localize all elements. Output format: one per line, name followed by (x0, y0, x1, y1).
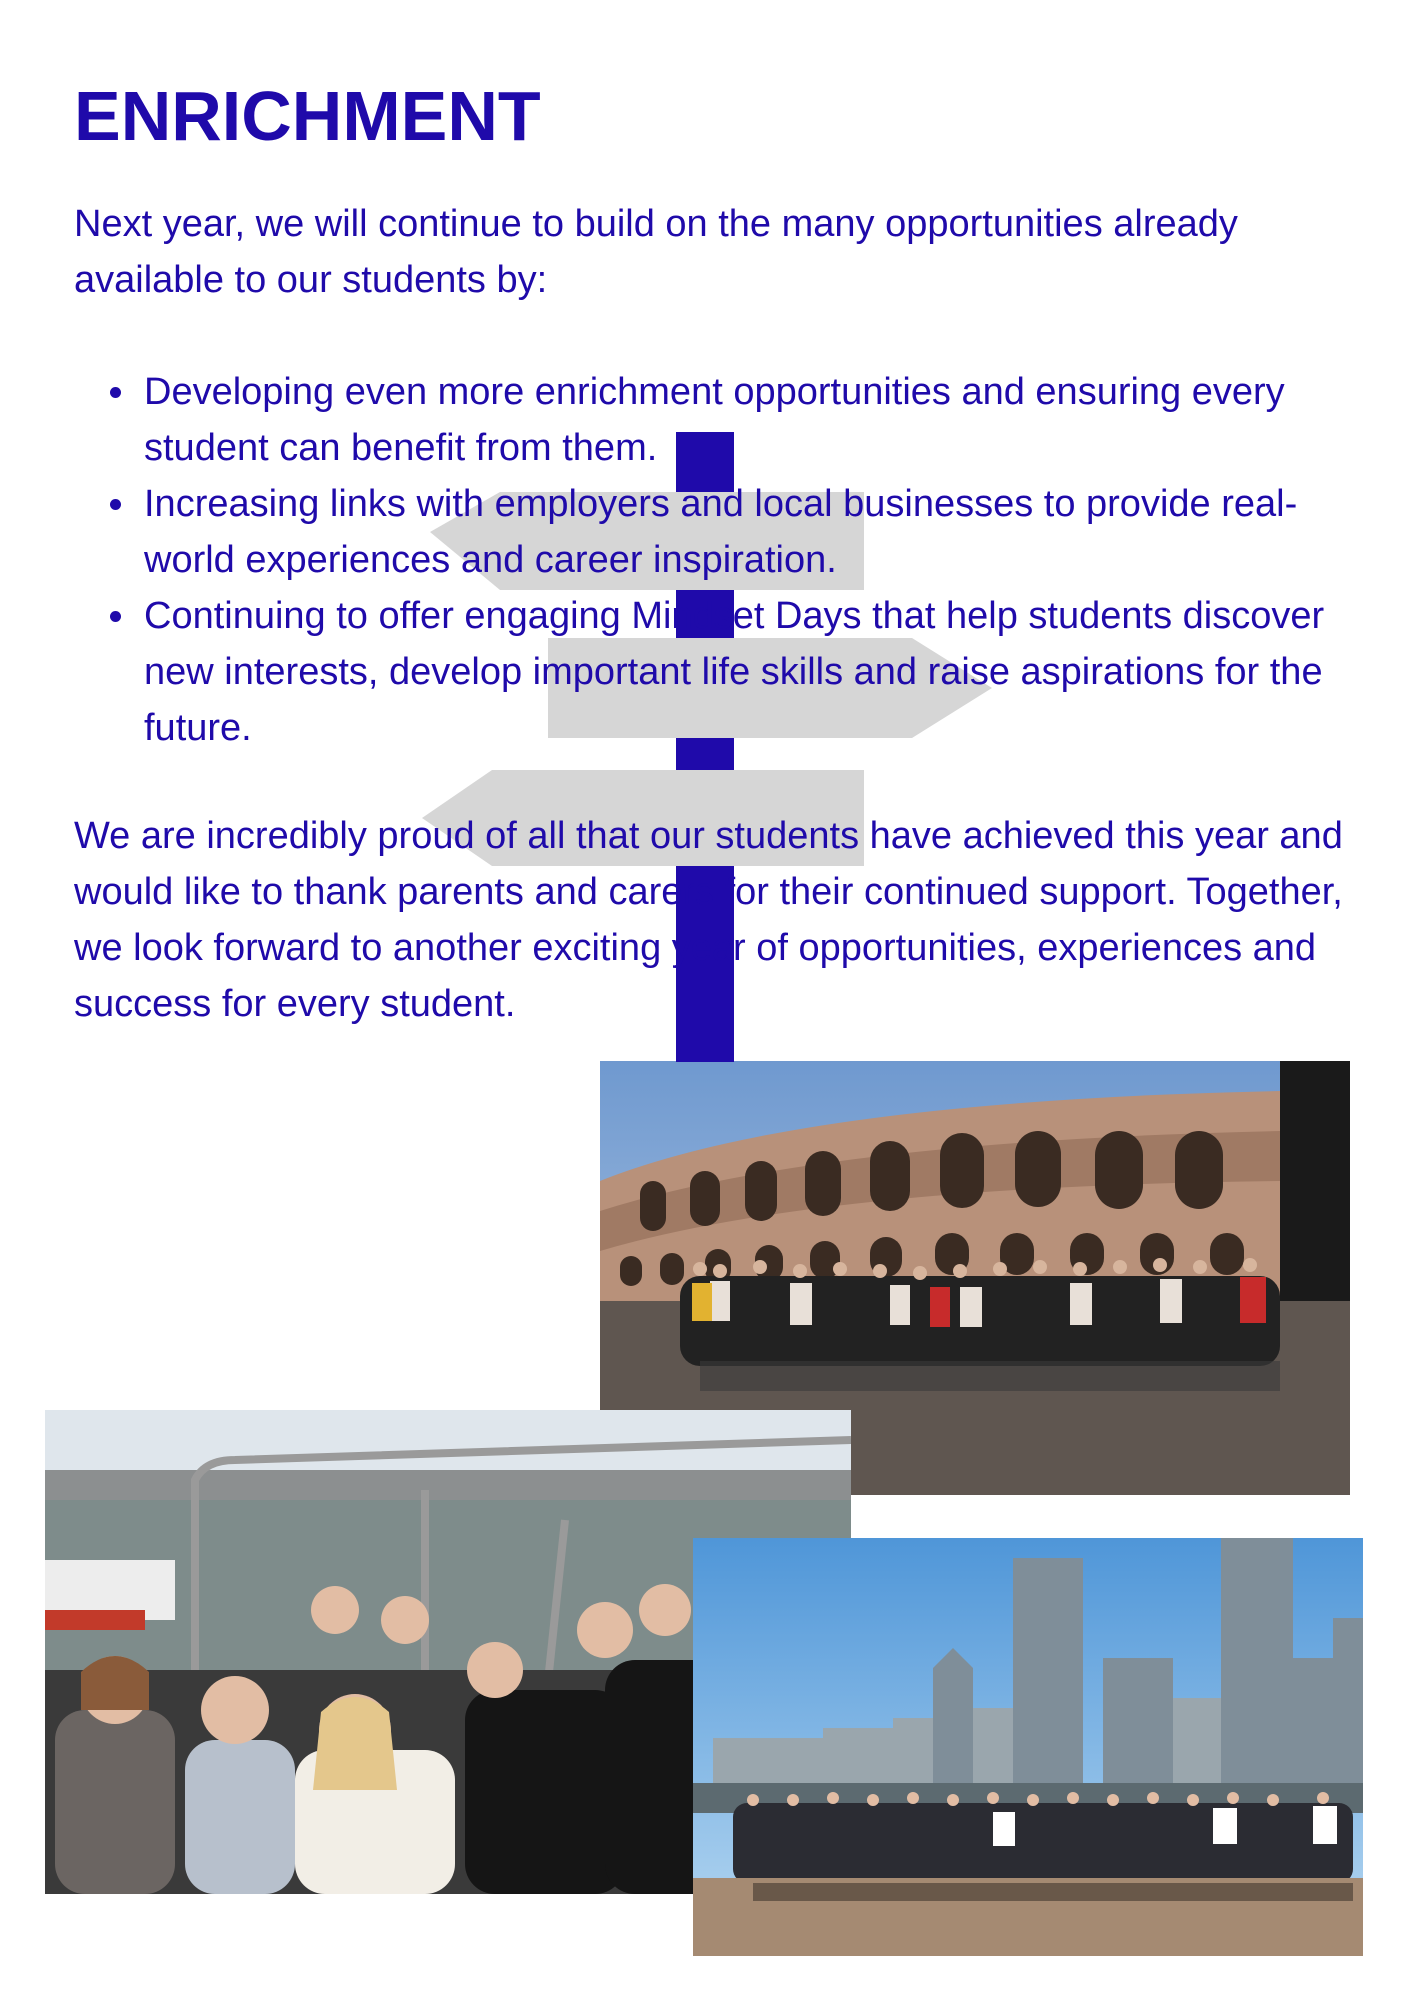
list-item: Increasing links with employers and local businesses to provide real-world experiences and career inspiration. (144, 476, 1384, 588)
opportunities-list (74, 364, 1384, 756)
page-title: ENRICHMENT (74, 77, 541, 155)
list-item: Continuing to offer engaging Mindset Days that help students discover new interests, develop important life skills and raise aspirations for the future. (144, 588, 1384, 756)
closing-paragraph (74, 808, 1354, 1032)
intro-text: Next year, we will continue to build on the many opportunities already available to our students by: (74, 203, 1238, 301)
intro-paragraph (74, 196, 1354, 308)
closing-text: We are incredibly proud of all that our students have achieved this year and would like to thank parents and carers for their continued support. Together, we look forward to another exciting year of opportunities, experiences and success for every student. (74, 815, 1343, 1025)
list-item: Developing even more enrichment opportunities and ensuring every student can benefit from them. (144, 364, 1384, 476)
